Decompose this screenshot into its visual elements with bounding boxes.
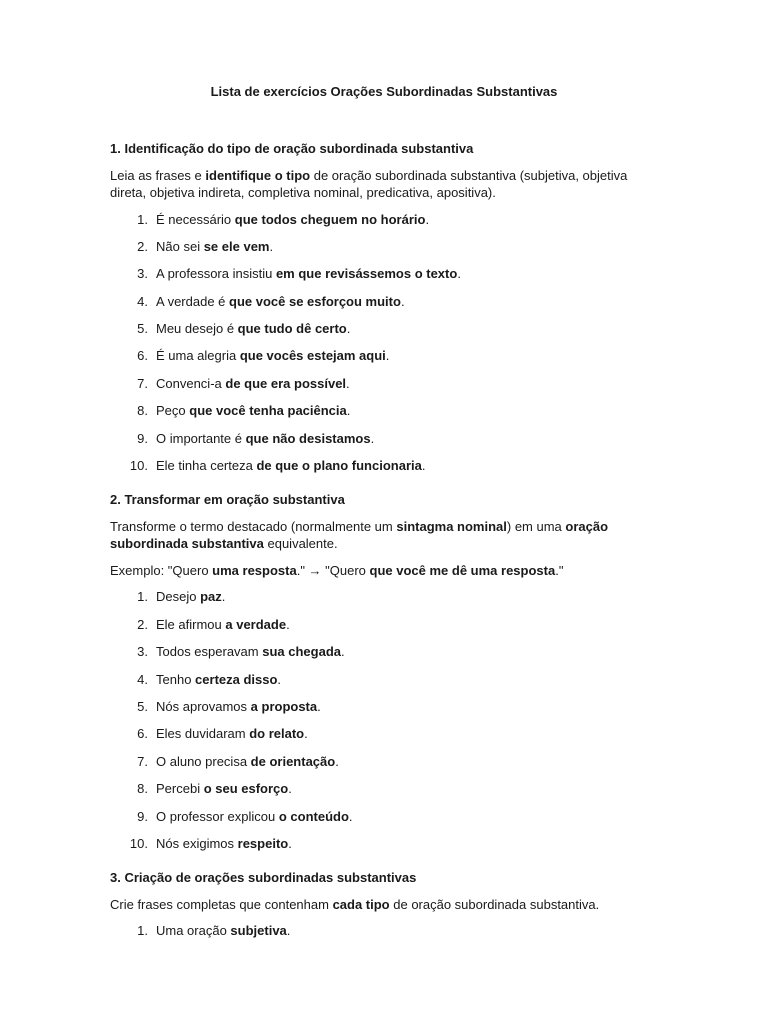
item-text bbox=[156, 754, 339, 769]
exercise-list bbox=[110, 211, 660, 485]
exercise-list bbox=[110, 588, 660, 862]
text-run: Exemplo: "Quero bbox=[110, 562, 213, 578]
bold-text: que vocês estejam aqui bbox=[239, 348, 386, 364]
text-run: É uma alegria bbox=[156, 348, 240, 364]
text-run: Transforme o termo destacado (normalmente um bbox=[110, 518, 397, 534]
bold-text: certeza disso bbox=[195, 671, 278, 687]
text-run: . bbox=[286, 616, 290, 632]
item-text bbox=[156, 321, 350, 336]
text-run: de oração subordinada substantiva (subjetiva, objetiva direta, objetiva indireta, completiva nominal, predicativa, apositiva). bbox=[110, 167, 628, 200]
list-item bbox=[110, 320, 660, 347]
item-text bbox=[156, 239, 273, 254]
bold-text: paz bbox=[200, 589, 222, 605]
item-number: 5. bbox=[137, 698, 148, 714]
text-run: Não sei bbox=[156, 238, 204, 254]
text-run: Nós exigimos bbox=[156, 835, 238, 851]
text-run: O professor explicou bbox=[156, 808, 279, 824]
item-text bbox=[156, 617, 290, 632]
text-run: Todos esperavam bbox=[156, 644, 263, 660]
item-number: 2. bbox=[137, 238, 148, 254]
text-run: Peço bbox=[156, 403, 190, 419]
text-run: Percebi bbox=[156, 781, 204, 797]
item-text bbox=[156, 726, 308, 741]
bold-text: que você se esforçou muito bbox=[229, 293, 401, 309]
item-number: 4. bbox=[137, 293, 148, 309]
text-run: A professora insistiu bbox=[156, 266, 276, 282]
item-text bbox=[156, 923, 290, 938]
text-run: . bbox=[341, 644, 345, 660]
instruction-paragraph bbox=[110, 896, 660, 914]
text-run: Ele afirmou bbox=[156, 616, 226, 632]
list-item bbox=[110, 725, 660, 752]
bold-text: uma resposta bbox=[212, 562, 297, 578]
bold-text: sua chegada bbox=[262, 644, 341, 660]
text-run: . bbox=[277, 671, 282, 687]
list-item bbox=[110, 375, 660, 402]
list-item bbox=[110, 835, 660, 862]
text-run: de oração subordinada substantiva. bbox=[389, 896, 600, 912]
item-number: 2. bbox=[137, 616, 148, 632]
text-run: Leia as frases e bbox=[110, 167, 206, 183]
text-run: . bbox=[385, 348, 390, 364]
item-number: 3. bbox=[137, 266, 148, 282]
item-number: 8. bbox=[137, 403, 148, 419]
bold-text: a proposta bbox=[250, 698, 318, 714]
text-run: . bbox=[288, 835, 292, 851]
bold-text: em que revisássemos o texto bbox=[275, 266, 458, 282]
list-item bbox=[110, 671, 660, 698]
bold-text: de que o plano funcionaria bbox=[256, 458, 422, 474]
item-text bbox=[156, 699, 321, 714]
instruction-paragraph bbox=[110, 167, 660, 202]
bold-text: respeito bbox=[237, 835, 289, 851]
list-item bbox=[110, 265, 660, 292]
text-run: . bbox=[348, 808, 353, 824]
instruction-paragraph bbox=[110, 562, 660, 580]
text-run: Eles duvidaram bbox=[156, 726, 250, 742]
section-heading: 1. Identificação do tipo de oração subordinada substantiva bbox=[110, 141, 474, 156]
bold-text: que todos cheguem no horário bbox=[234, 211, 426, 227]
text-run: Crie frases completas que contenham bbox=[110, 896, 333, 912]
item-text bbox=[156, 376, 350, 391]
bold-text: se ele vem bbox=[203, 238, 270, 254]
exercise-list bbox=[110, 922, 660, 949]
bold-text: de que era possível bbox=[225, 375, 347, 391]
text-run: . bbox=[335, 753, 339, 769]
item-text bbox=[156, 348, 389, 363]
item-text bbox=[156, 781, 292, 796]
bold-text: identifique o tipo bbox=[205, 167, 311, 183]
item-text bbox=[156, 266, 461, 281]
text-run: ) em uma bbox=[506, 518, 566, 534]
section-heading: 3. Criação de orações subordinadas substantivas bbox=[110, 870, 417, 886]
list-item bbox=[110, 457, 660, 484]
item-text bbox=[156, 836, 292, 851]
text-run: Nós aprovamos bbox=[156, 698, 251, 714]
item-text bbox=[156, 431, 374, 446]
text-run: equivalente. bbox=[263, 536, 338, 552]
section-heading: 2. Transformar em oração substantiva bbox=[110, 492, 345, 508]
text-run: . bbox=[286, 923, 291, 939]
text-run: . bbox=[346, 321, 351, 337]
item-number: 5. bbox=[137, 321, 148, 337]
list-item bbox=[110, 402, 660, 429]
document-content bbox=[110, 140, 660, 957]
bold-text: do relato bbox=[249, 726, 305, 742]
item-number: 7. bbox=[137, 375, 148, 391]
bold-text: cada tipo bbox=[332, 896, 390, 912]
text-run: . bbox=[269, 238, 274, 254]
bold-text: a verdade bbox=[225, 616, 287, 632]
text-run: Desejo bbox=[156, 589, 201, 605]
list-item bbox=[110, 211, 660, 238]
text-run: . bbox=[370, 430, 375, 446]
text-run: . bbox=[421, 458, 426, 474]
item-number: 6. bbox=[137, 726, 148, 742]
text-run: Ele tinha certeza bbox=[156, 458, 257, 474]
item-text bbox=[156, 809, 353, 824]
bold-text: o conteúdo bbox=[278, 808, 349, 824]
text-run: . bbox=[346, 375, 350, 391]
bold-text: sintagma nominal bbox=[396, 518, 507, 534]
text-run: . bbox=[346, 403, 351, 419]
text-run: . bbox=[317, 698, 321, 714]
text-run: A verdade é bbox=[156, 293, 229, 309]
list-item bbox=[110, 808, 660, 835]
item-number: 6. bbox=[137, 348, 148, 364]
item-number: 3. bbox=[137, 644, 148, 660]
list-item bbox=[110, 293, 660, 320]
bold-text: que tudo dê certo bbox=[237, 321, 347, 337]
text-run: ." → "Quero bbox=[296, 562, 370, 578]
item-number: 10. bbox=[129, 835, 148, 851]
text-run: Convenci-a bbox=[156, 375, 226, 391]
text-run: Tenho bbox=[156, 671, 196, 687]
list-item bbox=[110, 780, 660, 807]
text-run: O aluno precisa bbox=[156, 753, 251, 769]
list-item bbox=[110, 698, 660, 725]
item-text bbox=[156, 458, 425, 473]
item-number: 4. bbox=[137, 671, 148, 687]
list-item bbox=[110, 347, 660, 374]
list-item bbox=[110, 922, 660, 949]
item-number: 9. bbox=[137, 430, 148, 446]
text-run: . bbox=[400, 293, 405, 309]
bold-text: oração subordinada substantiva bbox=[110, 518, 609, 552]
text-run: Meu desejo é bbox=[156, 321, 238, 337]
text-run: . bbox=[304, 726, 308, 742]
item-text bbox=[156, 403, 350, 418]
bold-text: que não desistamos bbox=[245, 430, 371, 446]
item-text bbox=[156, 644, 345, 659]
list-item bbox=[110, 430, 660, 457]
document-title: Lista de exercícios Orações Subordinadas Substantivas bbox=[210, 84, 558, 99]
text-run: . bbox=[288, 781, 292, 797]
item-number: 10. bbox=[129, 458, 148, 474]
item-number: 7. bbox=[137, 753, 148, 769]
text-run: . bbox=[457, 266, 461, 282]
list-item bbox=[110, 588, 660, 615]
item-number: 1. bbox=[137, 923, 148, 939]
bold-text: subjetiva bbox=[230, 923, 287, 939]
list-item bbox=[110, 616, 660, 643]
text-run: ." bbox=[555, 562, 564, 578]
item-text bbox=[156, 672, 281, 687]
bold-text: que você me dê uma resposta bbox=[369, 562, 556, 578]
item-number: 1. bbox=[137, 211, 148, 227]
text-run: . bbox=[425, 211, 430, 227]
item-text bbox=[156, 212, 429, 227]
text-run: . bbox=[221, 589, 226, 605]
text-run: Uma oração bbox=[156, 923, 231, 939]
item-number: 1. bbox=[137, 589, 148, 605]
instruction-paragraph bbox=[110, 518, 660, 553]
item-number: 8. bbox=[137, 781, 148, 797]
item-text bbox=[156, 294, 405, 309]
bold-text: de orientação bbox=[250, 753, 336, 769]
list-item bbox=[110, 753, 660, 780]
list-item bbox=[110, 643, 660, 670]
bold-text: que você tenha paciência bbox=[189, 403, 347, 419]
text-run: É necessário bbox=[156, 211, 235, 227]
bold-text: o seu esforço bbox=[203, 781, 289, 797]
list-item bbox=[110, 238, 660, 265]
item-number: 9. bbox=[137, 808, 148, 824]
text-run: O importante é bbox=[156, 430, 246, 446]
item-text bbox=[156, 589, 225, 604]
